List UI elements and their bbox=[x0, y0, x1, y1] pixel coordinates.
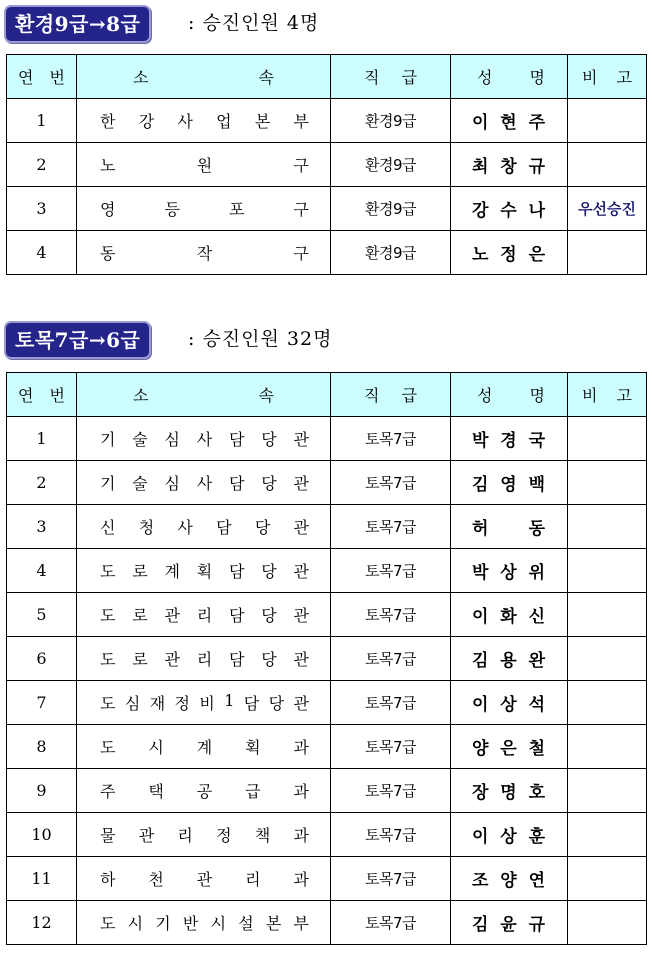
section-badge: 환경9급→8급 bbox=[4, 5, 151, 43]
table-row bbox=[7, 549, 647, 593]
row-no: 1 bbox=[7, 417, 77, 461]
row-name: 김 영 백 bbox=[472, 475, 545, 495]
row-dept: 도 시 기 반 시 설 본 부 bbox=[100, 914, 309, 933]
row-no: 4 bbox=[7, 549, 77, 593]
row-note: 우선승진 bbox=[568, 187, 647, 231]
row-dept: 도 로 관 리 담 당 관 bbox=[100, 606, 309, 625]
row-grade: 토목7급 bbox=[331, 901, 451, 945]
row-name: 박 경 국 bbox=[472, 431, 545, 451]
row-name: 이 화 신 bbox=[472, 607, 545, 627]
promotion-table bbox=[6, 372, 647, 945]
row-note bbox=[568, 417, 647, 461]
row-grade: 토목7급 bbox=[331, 637, 451, 681]
header-dept: 소 속 bbox=[133, 68, 274, 87]
table-row bbox=[7, 99, 647, 143]
row-note bbox=[568, 725, 647, 769]
table-row bbox=[7, 593, 647, 637]
table-row bbox=[7, 187, 647, 231]
row-name: 노 정 은 bbox=[472, 245, 545, 265]
header-dept: 소 속 bbox=[133, 386, 274, 405]
table-row bbox=[7, 231, 647, 275]
row-grade: 토목7급 bbox=[331, 857, 451, 901]
row-dept: 신 청 사 담 당 관 bbox=[100, 518, 309, 537]
row-note bbox=[568, 637, 647, 681]
table-row bbox=[7, 901, 647, 945]
row-no: 5 bbox=[7, 593, 77, 637]
promotion-section-environment bbox=[0, 0, 652, 265]
table-row bbox=[7, 681, 647, 725]
row-no: 4 bbox=[7, 231, 77, 275]
row-dept: 도 로 관 리 담 당 관 bbox=[100, 650, 309, 669]
row-note bbox=[568, 857, 647, 901]
row-note bbox=[568, 143, 647, 187]
row-dept: 기 술 심 사 담 당 관 bbox=[100, 474, 309, 493]
row-grade: 토목7급 bbox=[331, 461, 451, 505]
row-name: 최 창 규 bbox=[472, 157, 545, 177]
row-dept: 도 심 재 정 비 1 담 당 관 bbox=[100, 691, 309, 713]
row-note bbox=[568, 461, 647, 505]
row-no: 12 bbox=[7, 901, 77, 945]
header-note: 비 고 bbox=[582, 68, 632, 87]
row-dept: 동 작 구 bbox=[100, 244, 309, 263]
row-note bbox=[568, 813, 647, 857]
row-no: 10 bbox=[7, 813, 77, 857]
row-no: 9 bbox=[7, 769, 77, 813]
row-grade: 환경9급 bbox=[331, 143, 451, 187]
table-row bbox=[7, 857, 647, 901]
row-dept: 노 원 구 bbox=[100, 156, 309, 175]
section-header bbox=[0, 316, 652, 364]
row-name: 이 상 훈 bbox=[472, 827, 545, 847]
row-no: 6 bbox=[7, 637, 77, 681]
row-no: 2 bbox=[7, 461, 77, 505]
row-note bbox=[568, 593, 647, 637]
row-dept: 영 등 포 구 bbox=[100, 200, 309, 219]
row-note bbox=[568, 231, 647, 275]
row-note bbox=[568, 681, 647, 725]
row-grade: 토목7급 bbox=[331, 813, 451, 857]
promotion-section-civil bbox=[0, 316, 652, 935]
promotion-count: : 승진인원 32명 bbox=[188, 328, 333, 350]
row-name: 강 수 나 bbox=[472, 201, 545, 221]
header-no: 연 번 bbox=[18, 68, 65, 87]
row-grade: 토목7급 bbox=[331, 725, 451, 769]
table-row bbox=[7, 769, 647, 813]
header-grade: 직 급 bbox=[364, 68, 417, 87]
row-grade: 토목7급 bbox=[331, 549, 451, 593]
row-grade: 환경9급 bbox=[331, 187, 451, 231]
header-grade: 직 급 bbox=[364, 386, 417, 405]
row-no: 1 bbox=[7, 99, 77, 143]
row-grade: 토목7급 bbox=[331, 593, 451, 637]
header-no: 연 번 bbox=[18, 386, 65, 405]
row-dept: 도 로 계 획 담 당 관 bbox=[100, 562, 309, 581]
row-no: 2 bbox=[7, 143, 77, 187]
row-dept: 물 관 리 정 책 과 bbox=[100, 826, 309, 845]
row-no: 3 bbox=[7, 505, 77, 549]
row-grade: 토목7급 bbox=[331, 681, 451, 725]
row-note bbox=[568, 769, 647, 813]
table-row bbox=[7, 143, 647, 187]
row-name: 장 명 호 bbox=[472, 783, 545, 803]
header-name: 성 명 bbox=[477, 386, 545, 405]
row-name: 박 상 위 bbox=[472, 563, 545, 583]
row-name: 허 동 bbox=[472, 519, 545, 539]
row-no: 7 bbox=[7, 681, 77, 725]
row-note bbox=[568, 901, 647, 945]
row-no: 3 bbox=[7, 187, 77, 231]
section-header bbox=[0, 0, 652, 48]
row-dept: 하 천 관 리 과 bbox=[100, 870, 309, 889]
table-header-row bbox=[7, 373, 647, 417]
table-row bbox=[7, 461, 647, 505]
row-grade: 토목7급 bbox=[331, 505, 451, 549]
promotion-table bbox=[6, 54, 647, 275]
row-note bbox=[568, 505, 647, 549]
row-name: 양 은 철 bbox=[472, 739, 545, 759]
section-badge: 토목7급→6급 bbox=[4, 321, 151, 359]
row-name: 김 윤 규 bbox=[472, 915, 545, 935]
row-no: 11 bbox=[7, 857, 77, 901]
header-name: 성 명 bbox=[477, 68, 545, 87]
row-dept: 주 택 공 급 과 bbox=[100, 782, 309, 801]
table-row bbox=[7, 637, 647, 681]
row-grade: 환경9급 bbox=[331, 99, 451, 143]
table-row bbox=[7, 725, 647, 769]
row-grade: 토목7급 bbox=[331, 769, 451, 813]
row-dept: 도 시 계 획 과 bbox=[100, 738, 309, 757]
row-name: 조 양 연 bbox=[472, 871, 545, 891]
table-row bbox=[7, 813, 647, 857]
row-name: 김 용 완 bbox=[472, 651, 545, 671]
row-grade: 환경9급 bbox=[331, 231, 451, 275]
row-note bbox=[568, 549, 647, 593]
header-note: 비 고 bbox=[582, 386, 632, 405]
row-note bbox=[568, 99, 647, 143]
row-grade: 토목7급 bbox=[331, 417, 451, 461]
table-row bbox=[7, 417, 647, 461]
promotion-count: : 승진인원 4명 bbox=[188, 12, 320, 34]
row-no: 8 bbox=[7, 725, 77, 769]
table-header-row bbox=[7, 55, 647, 99]
table-row bbox=[7, 505, 647, 549]
row-dept: 기 술 심 사 담 당 관 bbox=[100, 430, 309, 449]
row-dept: 한 강 사 업 본 부 bbox=[100, 112, 309, 131]
row-name: 이 상 석 bbox=[472, 695, 545, 715]
row-name: 이 현 주 bbox=[472, 113, 545, 133]
